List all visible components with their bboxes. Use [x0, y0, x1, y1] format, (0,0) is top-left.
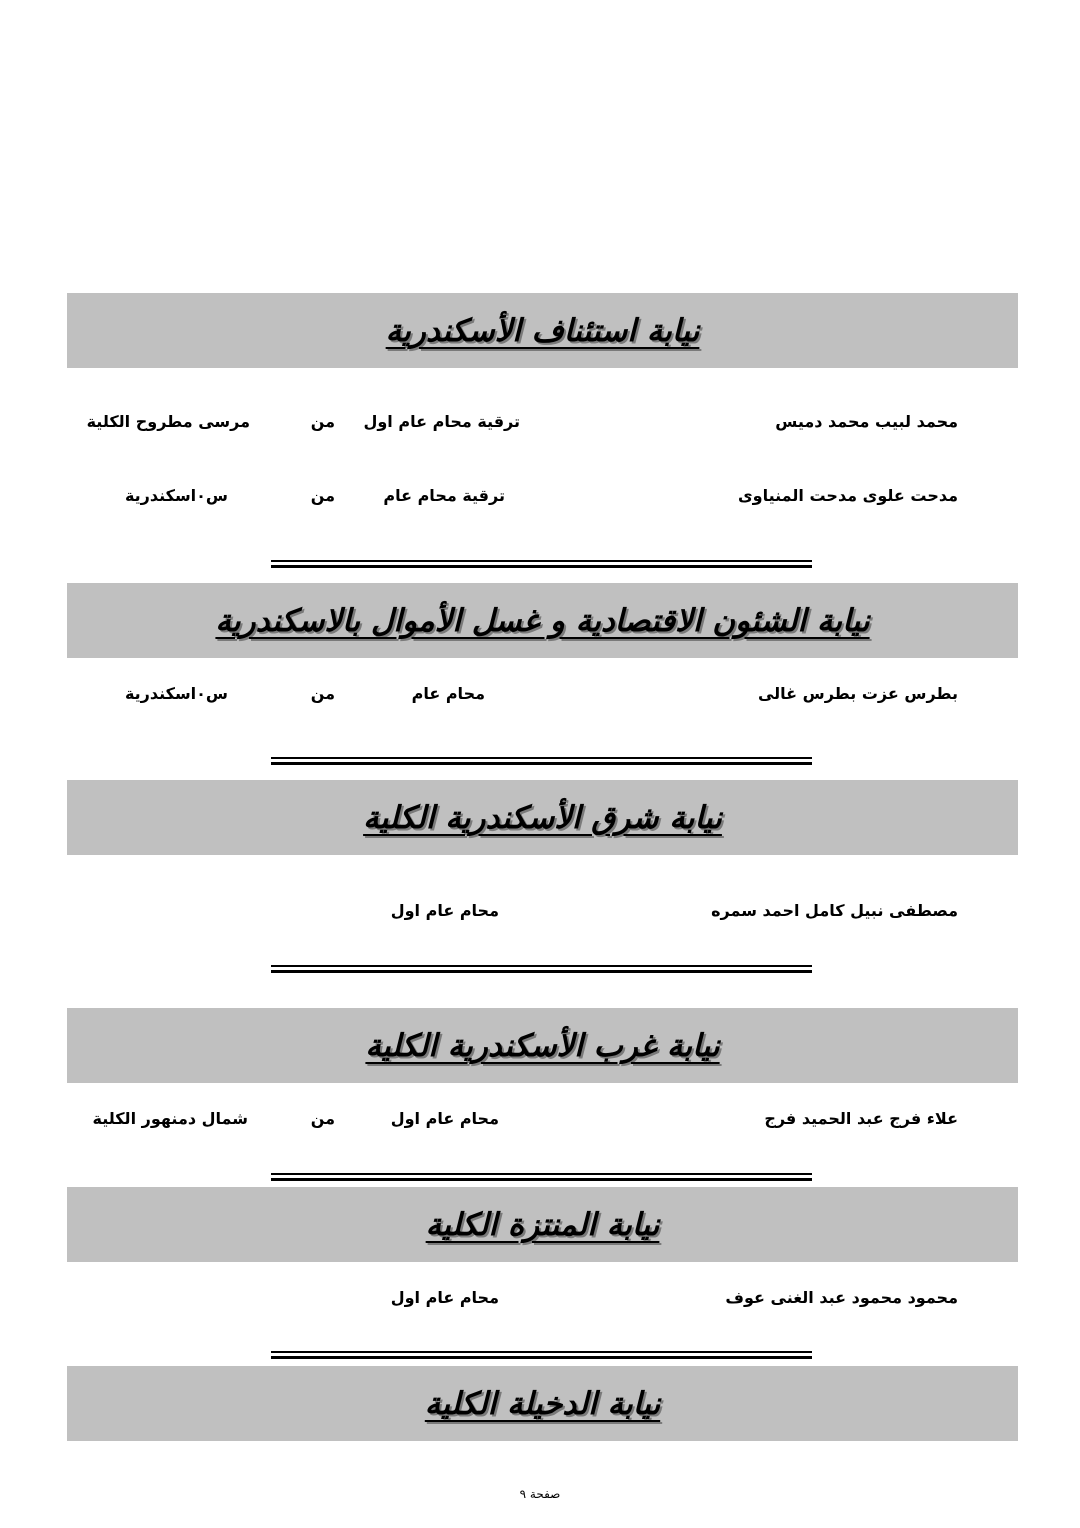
section-divider — [271, 965, 812, 974]
section-title: نيابة استئناف الأسكندرية — [385, 312, 700, 349]
section-title: نيابة شرق الأسكندرية الكلية — [363, 799, 722, 836]
page-number: صفحة ٩ — [519, 1487, 561, 1501]
section-title: نيابة الشئون الاقتصادية و غسل الأموال بالاسكندرية — [215, 602, 870, 639]
person-name: بطرس عزت بطرس غالى — [757, 684, 958, 703]
from-label: من — [310, 412, 335, 431]
section-header-west-alex — [67, 1008, 1018, 1083]
table-row — [0, 412, 1080, 442]
from-label: من — [310, 486, 335, 505]
person-name: علاء فرج عبد الحميد فرج — [764, 1109, 958, 1128]
rank-text: ترقية محام عام اول — [363, 412, 520, 431]
section-header-montaza — [67, 1187, 1018, 1262]
table-row — [0, 684, 1080, 714]
section-title: نيابة المنتزة الكلية — [425, 1206, 660, 1243]
table-row — [0, 486, 1080, 516]
person-name: محمد لبيب محمد دميس — [775, 412, 958, 431]
from-label: من — [310, 1109, 335, 1128]
origin-text: شمال دمنهور الكلية — [92, 1109, 248, 1128]
rank-text: محام عام اول — [390, 1288, 499, 1307]
origin-text: س٠اسكندرية — [124, 684, 228, 703]
section-header-east-alex — [67, 780, 1018, 855]
rank-text: ترقية محام عام — [383, 486, 505, 505]
table-row — [0, 1109, 1080, 1139]
section-divider — [271, 1351, 812, 1360]
rank-text: محام عام اول — [390, 1109, 499, 1128]
section-title: نيابة الدخيلة الكلية — [424, 1385, 661, 1422]
rank-text: محام عام اول — [390, 901, 499, 920]
from-label: من — [310, 684, 335, 703]
origin-text: س٠اسكندرية — [124, 486, 228, 505]
section-divider — [271, 560, 812, 569]
section-header-economic-affairs — [67, 583, 1018, 658]
person-name: مصطفى نبيل كامل احمد سمره — [711, 901, 958, 920]
person-name: محمود محمود عبد الغنى عوف — [725, 1288, 958, 1307]
origin-text: مرسى مطروح الكلية — [86, 412, 250, 431]
table-row — [0, 1288, 1080, 1318]
table-row — [0, 901, 1080, 931]
section-header-alex-appeal — [67, 293, 1018, 368]
section-divider — [271, 757, 812, 766]
section-title: نيابة غرب الأسكندرية الكلية — [365, 1027, 720, 1064]
person-name: مدحت علوى مدحت المنياوى — [738, 486, 958, 505]
section-header-dekheila — [67, 1366, 1018, 1441]
rank-text: محام عام — [411, 684, 485, 703]
section-divider — [271, 1173, 812, 1182]
